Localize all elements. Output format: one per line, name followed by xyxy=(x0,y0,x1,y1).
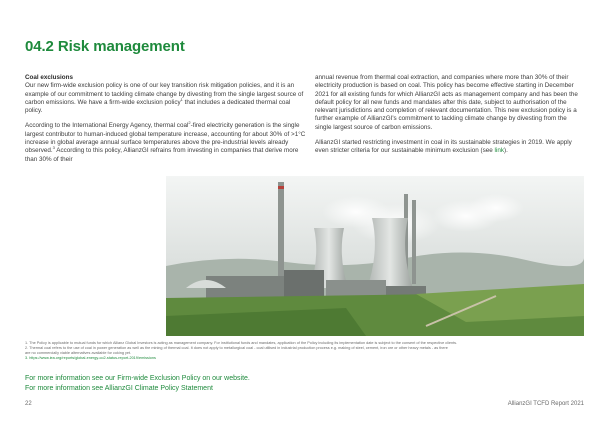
page-number: 22 xyxy=(25,401,32,407)
right-paragraph-2 xyxy=(315,139,583,156)
left-paragraph-1-text: Our new firm-wide exclusion policy is one of our key transition risk mitigation policies, and it is an example of our commitment to tackling climate change by divesting from the single largest source of carbon emissions. We have a firm-wide exclusion policy xyxy=(25,82,304,106)
report-name: AllianzGI TCFD Report 2021 xyxy=(507,401,584,407)
sustainable-exclusion-link[interactable]: link xyxy=(494,147,504,155)
left-paragraph-1 xyxy=(25,82,307,115)
left-paragraph-2-mid: -fired electricity generation is the single largest contributor to human-induced global temperature increase, accounting for about 30% of >1°C increase in global average annual surface temperatures above the pre-industrial levels already observed. xyxy=(25,122,306,155)
right-column xyxy=(315,74,583,163)
right-paragraph-2-end: ). xyxy=(503,147,508,155)
exclusion-policy-link[interactable]: For more information see our Firm-wide Exclusion Policy on our website. xyxy=(25,375,250,382)
footnote-ref-2: 2 xyxy=(188,120,191,126)
left-paragraph-2-end: According to this policy, AllianzGI refrains from investing in companies that derive more than 30% of their xyxy=(25,147,299,163)
page-title: 04.2 Risk management xyxy=(25,38,185,55)
left-paragraph-1-end: that includes a dedicated thermal coal policy. xyxy=(25,98,291,115)
section-subheading: Coal exclusions xyxy=(25,74,73,81)
footnote-ref-1: 1 xyxy=(180,96,183,102)
footnote-1: 1. The Policy is applicable to mutual funds for which Allianz Global Investors is acting as management company. For institutional funds and mandates, application of the Policy including its implementation date is subject to the consent of the respective clients. xyxy=(25,341,458,345)
footnote-ref-3: 3 xyxy=(52,145,55,151)
right-paragraph-2-text: AllianzGI started restricting investment in coal in its sustainable strategies in 2019. We apply even stricter criteria for our sustainable minimum exclusion (see xyxy=(315,139,572,155)
climate-policy-link[interactable]: For more information see AllianzGI Climate Policy Statement xyxy=(25,384,213,392)
left-paragraph-2-start: According to the International Energy Agency, thermal coal xyxy=(25,122,189,130)
footnote-2: 2. Thermal coal refers to the use of coal in power generation as well as the mining of thermal coal. It does not apply to metallurgical coal - coal utilised in industrial production process e.g. making of steel, cement, iron ore or other heavy metals - as there xyxy=(25,346,448,350)
right-paragraph-1: annual revenue from thermal coal extraction, and companies where more than 30% of their electricity production is based on coal. This policy has become effective starting in December 2021 for all existing funds for which AllianzGI acts as management company and has been the default policy for all new funds and mandates after this date, subject to authorisation of the relevant jurisdictions and completion of relevant documentation. This new exclusion policy is a further example of AllianzGI's commitment to tackling climate change by divesting from the single largest source of carbon emissions. xyxy=(315,74,578,131)
left-column xyxy=(25,74,307,171)
left-paragraph-2 xyxy=(25,122,307,163)
more-info xyxy=(25,374,250,393)
footnotes xyxy=(25,341,585,361)
footnote-2-continued: are no commercially viable alternatives available for coking yet. xyxy=(25,351,132,355)
footnote-3-link[interactable]: 3. https://www.iea.org/reports/global-energy-co2-status-report-2019/emissions xyxy=(25,356,156,360)
power-plant-photo xyxy=(166,176,584,336)
